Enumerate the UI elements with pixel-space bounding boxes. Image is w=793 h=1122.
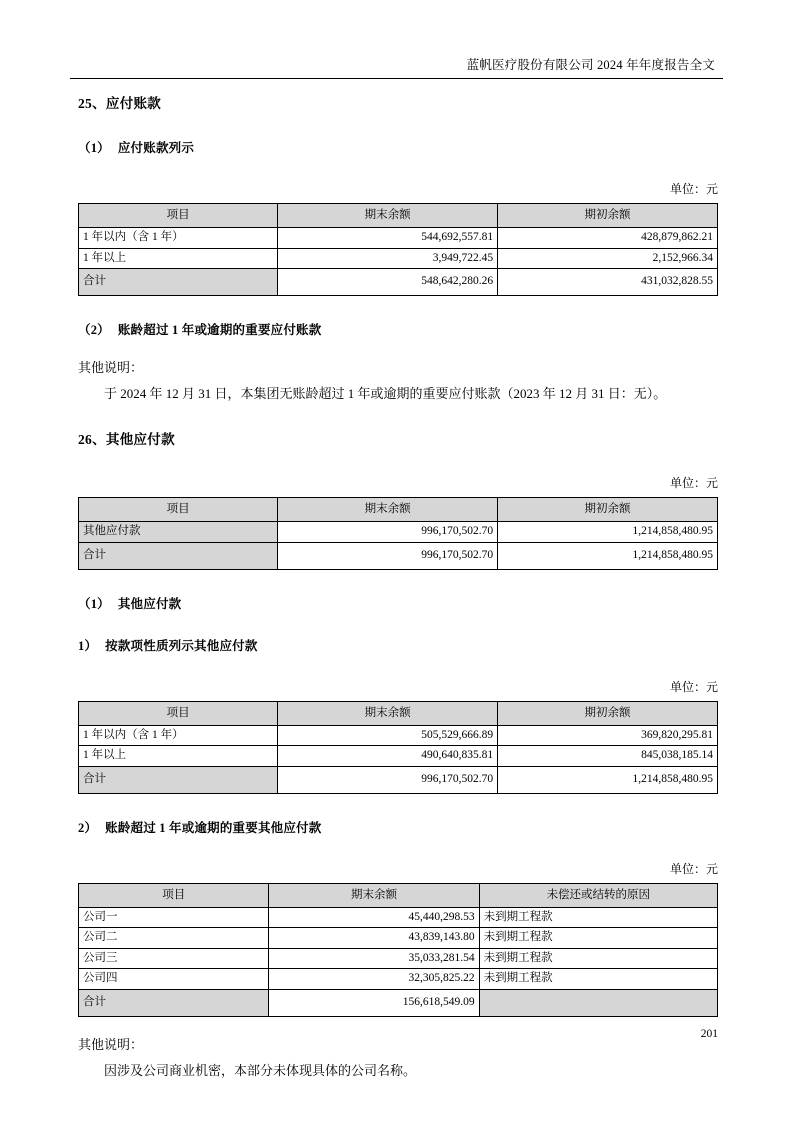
cell-total-label: 合计 xyxy=(79,989,269,1016)
column-header-closing-balance: 期末余额 xyxy=(269,883,479,907)
other-note-text-25: 于 2024 年 12 月 31 日，本集团无账龄超过 1 年或逾期的重要应付账款（2023 年 12 月 31 日：无）。 xyxy=(104,386,667,402)
unit-label-table-3: 单位：元 xyxy=(669,679,718,694)
table-row xyxy=(79,746,718,767)
cell-item: 公司一 xyxy=(79,907,269,928)
cell-closing-balance: 544,692,557.81 xyxy=(278,228,498,249)
cell-item: 1 年以上 xyxy=(79,746,278,767)
subheading-25-1 xyxy=(78,138,718,156)
cell-closing-balance: 505,529,666.89 xyxy=(278,725,498,746)
cell-reason: 未到期工程款 xyxy=(479,948,717,969)
cell-closing-balance: 996,170,502.70 xyxy=(278,522,498,543)
cell-closing-balance: 45,440,298.53 xyxy=(269,907,479,928)
table-header-row xyxy=(79,701,718,725)
cell-total-closing-balance: 548,642,280.26 xyxy=(278,269,498,296)
table-header-row xyxy=(79,883,718,907)
cell-closing-balance: 32,305,825.22 xyxy=(269,969,479,990)
table-row xyxy=(79,248,718,269)
table-other-payables-summary xyxy=(78,497,718,570)
cell-opening-balance: 845,038,185.14 xyxy=(498,746,718,767)
table-row xyxy=(79,228,718,249)
cell-item: 公司四 xyxy=(79,969,269,990)
table-total-row xyxy=(79,989,718,1016)
column-header-opening-balance: 期初余额 xyxy=(498,204,718,228)
table-header-row xyxy=(79,204,718,228)
unit-label-table-4: 单位：元 xyxy=(669,861,718,876)
cell-total-label: 合计 xyxy=(79,766,278,793)
other-note-label-25: 其他说明： xyxy=(78,360,144,376)
cell-total-closing-balance: 156,618,549.09 xyxy=(269,989,479,1016)
table-other-payables-by-nature xyxy=(78,701,718,794)
unit-label-table-1: 单位：元 xyxy=(669,182,718,196)
subheading-26-1-2 xyxy=(78,818,718,836)
subheading-26-1-1 xyxy=(78,636,718,654)
unit-label-table-2: 单位：元 xyxy=(669,476,718,491)
page-number: 201 xyxy=(700,1028,718,1040)
subheading-25-2-label: （2） xyxy=(78,323,110,338)
other-note-text-26: 因涉及公司商业机密，本部分未体现具体的公司名称。 xyxy=(104,1063,417,1079)
subheading-25-1-title: 应付账款列示 xyxy=(117,141,195,155)
cell-total-label: 合计 xyxy=(79,269,278,296)
cell-item: 公司二 xyxy=(79,928,269,949)
column-header-closing-balance: 期末余额 xyxy=(278,204,498,228)
cell-total-closing-balance: 996,170,502.70 xyxy=(278,766,498,793)
cell-item: 1 年以内（含 1 年） xyxy=(79,725,278,746)
column-header-opening-balance: 期初余额 xyxy=(498,498,718,522)
subheading-25-2 xyxy=(78,320,718,338)
cell-reason: 未到期工程款 xyxy=(479,907,717,928)
table-total-row xyxy=(79,542,718,569)
column-header-closing-balance: 期末余额 xyxy=(278,701,498,725)
cell-total-closing-balance: 996,170,502.70 xyxy=(278,542,498,569)
subheading-26-1-2-title: 账龄超过 1 年或逾期的重要其他应付款 xyxy=(105,820,322,835)
heading-section-25: 25、应付账款 xyxy=(78,96,162,111)
cell-opening-balance: 428,879,862.21 xyxy=(498,228,718,249)
cell-closing-balance: 35,033,281.54 xyxy=(269,948,479,969)
subheading-26-1-1-title: 按款项性质列示其他应付款 xyxy=(105,638,258,653)
table-total-row xyxy=(79,269,718,296)
running-header: 蓝帆医疗股份有限公司 2024 年年度报告全文 xyxy=(466,58,715,72)
column-header-item: 项目 xyxy=(79,498,278,522)
cell-opening-balance: 1,214,858,480.95 xyxy=(498,522,718,543)
subheading-26-1 xyxy=(78,594,718,612)
heading-section-26: 26、其他应付款 xyxy=(78,432,175,448)
subheading-25-2-title: 账龄超过 1 年或逾期的重要应付账款 xyxy=(117,323,322,338)
column-header-item: 项目 xyxy=(79,701,278,725)
cell-total-opening-balance: 1,214,858,480.95 xyxy=(498,766,718,793)
cell-opening-balance: 2,152,966.34 xyxy=(498,248,718,269)
cell-item: 其他应付款 xyxy=(79,522,278,543)
column-header-item: 项目 xyxy=(79,883,269,907)
header-divider xyxy=(70,78,723,79)
table-row xyxy=(79,928,718,949)
column-header-closing-balance: 期末余额 xyxy=(278,498,498,522)
subheading-25-1-label: （1） xyxy=(78,141,110,155)
table-row xyxy=(79,948,718,969)
column-header-opening-balance: 期初余额 xyxy=(498,701,718,725)
table-accounts-payable-aging xyxy=(78,203,718,296)
page-content xyxy=(78,92,718,1081)
table-significant-overdue-other-payables xyxy=(78,883,718,1017)
column-header-reason: 未偿还或结转的原因 xyxy=(479,883,717,907)
cell-total-reason xyxy=(479,989,717,1016)
cell-reason: 未到期工程款 xyxy=(479,928,717,949)
other-note-label-26: 其他说明： xyxy=(78,1036,144,1052)
cell-item: 1 年以内（含 1 年） xyxy=(79,228,278,249)
cell-total-opening-balance: 431,032,828.55 xyxy=(498,269,718,296)
cell-closing-balance: 490,640,835.81 xyxy=(278,746,498,767)
column-header-item: 项目 xyxy=(79,204,278,228)
table-row xyxy=(79,725,718,746)
cell-opening-balance: 369,820,295.81 xyxy=(498,725,718,746)
table-row xyxy=(79,907,718,928)
subheading-26-1-title: 其他应付款 xyxy=(117,596,182,611)
table-row xyxy=(79,522,718,543)
cell-reason: 未到期工程款 xyxy=(479,969,717,990)
cell-closing-balance: 3,949,722.45 xyxy=(278,248,498,269)
cell-total-label: 合计 xyxy=(79,542,278,569)
cell-item: 1 年以上 xyxy=(79,248,278,269)
cell-total-opening-balance: 1,214,858,480.95 xyxy=(498,542,718,569)
table-row xyxy=(79,969,718,990)
subheading-26-1-1-label: 1） xyxy=(78,638,98,653)
subheading-26-1-label: （1） xyxy=(78,596,110,611)
cell-closing-balance: 43,839,143.80 xyxy=(269,928,479,949)
subheading-26-1-2-label: 2） xyxy=(78,820,98,835)
table-header-row xyxy=(79,498,718,522)
table-total-row xyxy=(79,766,718,793)
cell-item: 公司三 xyxy=(79,948,269,969)
